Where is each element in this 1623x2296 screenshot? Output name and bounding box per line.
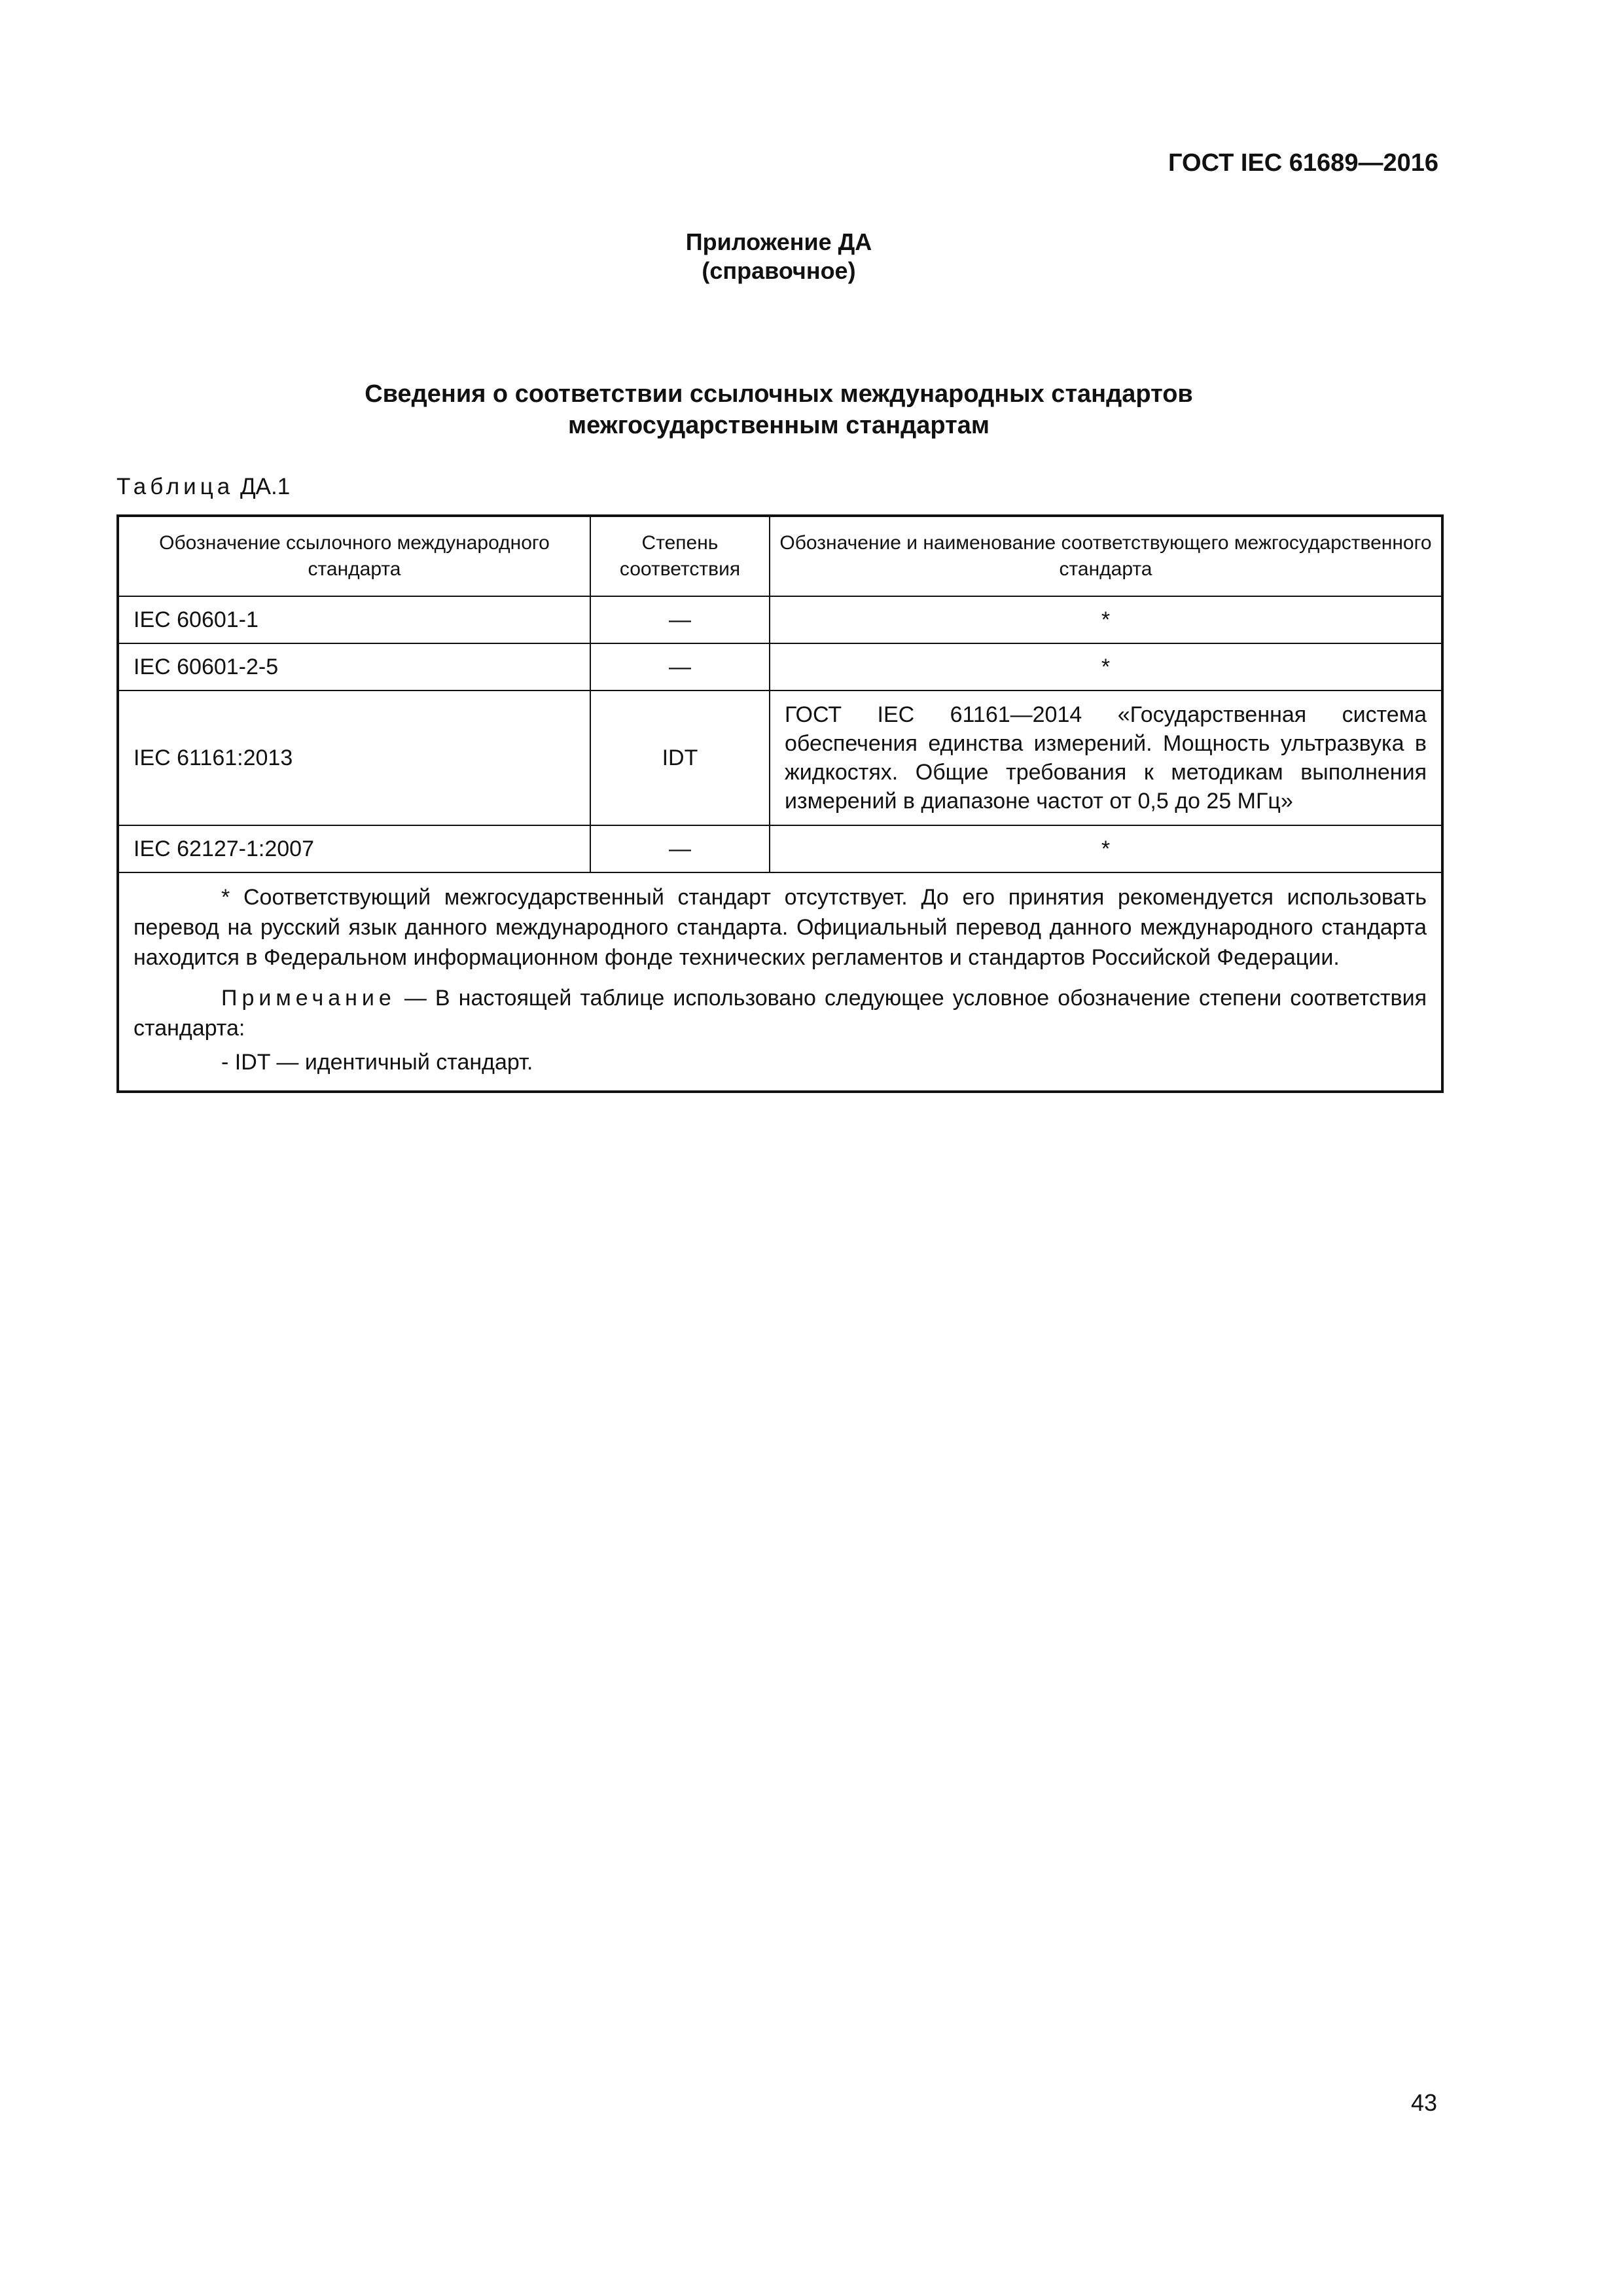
table-note-item: - IDT — идентичный стандарт. xyxy=(221,1050,533,1075)
cell-designation: IEC 60601-1 xyxy=(118,596,590,643)
table-row xyxy=(118,825,1442,872)
table-footnote-row xyxy=(118,872,1442,1092)
cell-designation: IEC 62127-1:2007 xyxy=(118,825,590,872)
section-title xyxy=(0,378,1558,441)
cell-degree: IDT xyxy=(590,691,770,825)
document-code: ГОСТ IEC 61689—2016 xyxy=(1168,149,1438,177)
cell-degree: — xyxy=(590,643,770,691)
header-designation: Обозначение ссылочного международного стандарта xyxy=(118,516,590,596)
page-number: 43 xyxy=(1410,2089,1437,2116)
table-note xyxy=(134,983,1427,1043)
table-footnote-cell xyxy=(118,872,1442,1092)
cell-national-standard: * xyxy=(770,825,1442,872)
table-note-label: Примечание xyxy=(221,986,396,1011)
table-caption-prefix: Таблица xyxy=(116,474,234,499)
table-note-text: — В настоящей таблице использовано следующее условное обозначение степени соответствия стандарта: xyxy=(134,986,1427,1041)
cell-designation: IEC 61161:2013 xyxy=(118,691,590,825)
table-row xyxy=(118,643,1442,691)
cell-national-standard: * xyxy=(770,643,1442,691)
section-title-line-2: межгосударственным стандартам xyxy=(568,412,990,439)
cell-national-standard: * xyxy=(770,596,1442,643)
cell-degree: — xyxy=(590,596,770,643)
table-row xyxy=(118,596,1442,643)
appendix-heading xyxy=(0,228,1558,285)
correspondence-table xyxy=(116,514,1444,1093)
table-row xyxy=(118,691,1442,825)
cell-national-standard: ГОСТ IEC 61161—2014 «Государственная система обеспечения единства измерений. Мощность ультразвука в жидкостях. Общие требования к методикам выполнения измерений в диапазоне частот от 0,5 до 25 МГц» xyxy=(770,691,1442,825)
header-national-standard: Обозначение и наименование соответствующего межгосударственного стандарта xyxy=(770,516,1442,596)
cell-degree: — xyxy=(590,825,770,872)
appendix-subtitle: (справочное) xyxy=(702,257,856,284)
table-caption xyxy=(116,474,290,500)
cell-designation: IEC 60601-2-5 xyxy=(118,643,590,691)
table-footnote: * Соответствующий межгосударственный стандарт отсутствует. До его принятия рекомендуется использовать перевод на русский язык данного международного стандарта. Официальный перевод данного международного стандарта находится в Федеральном информационном фонде технических регламентов и стандартов Российской Федерации. xyxy=(134,885,1427,970)
table-caption-number: ДА.1 xyxy=(240,474,291,499)
header-degree: Степень соответствия xyxy=(590,516,770,596)
table-header-row xyxy=(118,516,1442,596)
appendix-title: Приложение ДА xyxy=(685,228,872,255)
section-title-line-1: Сведения о соответствии ссылочных международных стандартов xyxy=(365,380,1193,408)
